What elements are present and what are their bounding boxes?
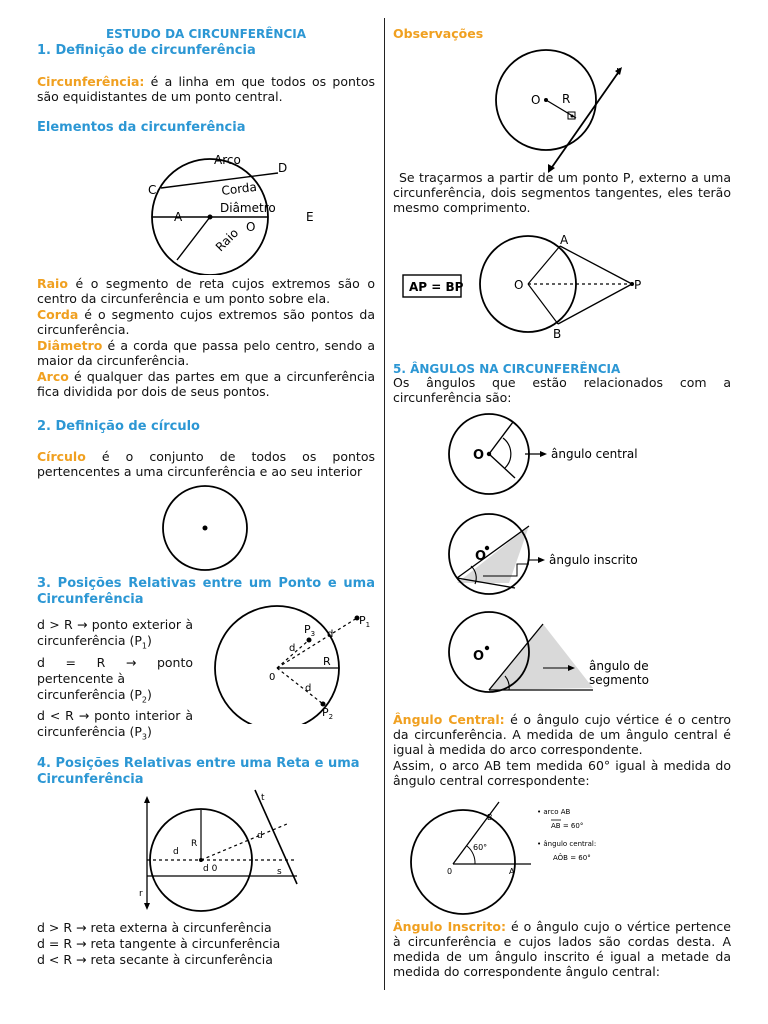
section-4-list — [37, 920, 375, 968]
svg-text:r: r — [616, 64, 621, 78]
svg-text:r: r — [139, 889, 143, 899]
svg-text:d: d — [327, 629, 334, 640]
line-positions-figure — [137, 788, 317, 913]
right-column — [393, 0, 731, 1024]
svg-text:P3: $P_3$ — [304, 623, 316, 638]
elements-figure — [122, 145, 332, 275]
s3-item-1: d > R → ponto exterior à circunferência $(P_1)$ — [37, 617, 193, 651]
label-angulo-inscrito: ângulo inscrito — [549, 553, 638, 567]
diametro-definition: Diâmetro é a corda que passa pelo centro, sendo a maior da circunferência. — [37, 338, 375, 368]
raio-definition: Raio é o segmento de reta cujos extremos são o centro da circunferência e um ponto sobre ela. — [37, 276, 375, 306]
corda-definition: Corda é o segmento cujos extremos são pontos da circunferência. — [37, 307, 375, 337]
observacoes-title: Observações — [393, 26, 484, 41]
svg-text:s: s — [277, 867, 282, 877]
label-e: E — [306, 210, 314, 224]
circunferencia-definition: Circunferência: é a linha em que todos os pontos são equidistantes de um ponto central. — [37, 74, 375, 104]
svg-text:A: A — [509, 867, 515, 876]
point-positions-figure — [205, 604, 385, 724]
label-angulo-segmento-1: ângulo de — [589, 659, 649, 673]
section-2-title: 2. Definição de círculo — [37, 419, 200, 434]
circulo-figure — [155, 485, 255, 575]
svg-text:O: O — [514, 278, 524, 292]
svg-text:R: R — [323, 655, 331, 668]
svg-text:• ângulo central:: • ângulo central: — [537, 840, 597, 848]
observacao-text: Se traçarmos a partir de um ponto P, externo a uma circunferência, dois segmentos tangentes, eles terão mesmo comprimento. — [393, 170, 731, 215]
svg-text:P: P — [634, 278, 642, 292]
s4-item-3: d < R → reta secante à circunferência — [37, 952, 273, 967]
svg-text:d: d — [305, 683, 312, 694]
svg-text:d: d — [257, 831, 263, 841]
section-5-title: 5. ÂNGULOS NA CIRCUNFERÊNCIA — [393, 362, 621, 376]
svg-text:B: B — [553, 327, 562, 341]
svg-text:O: O — [475, 549, 487, 564]
svg-text:d 0: d 0 — [203, 864, 218, 874]
svg-text:O: O — [473, 649, 485, 664]
svg-text:R: R — [562, 92, 571, 106]
label-angulo-segmento-2: segmento — [589, 673, 649, 687]
s3-item-3: d < R → ponto interior à circunferência $(P_3)$ — [37, 708, 193, 742]
svg-text:P2: $P_2$ — [322, 706, 334, 721]
svg-text:A: A — [560, 233, 569, 247]
label-angulo-central: ângulo central — [551, 447, 638, 461]
label-c: C — [148, 183, 157, 197]
svg-text:t: t — [261, 793, 265, 803]
section-3-list — [37, 617, 193, 746]
s3-item-2: d = R → ponto pertencente à circunferência $(P_2)$ — [37, 654, 193, 704]
s4-item-1: d > R → reta externa à circunferência — [37, 920, 272, 935]
elements-title: Elementos da circunferência — [37, 120, 246, 135]
label-raio: Raio — [212, 225, 242, 255]
section-3-title: 3. Posições Relativas entre um Ponto e uma Circunferência — [37, 576, 375, 607]
label-arco: Arco — [214, 153, 241, 167]
svg-text:d: d — [173, 847, 179, 857]
section-5-intro: Os ângulos que estão relacionados com a circunferência são: — [393, 375, 731, 405]
angulo-central-definition: Ângulo Central: é o ângulo cujo vértice é o centro da circunferência. A medida de um ângulo central é igual à medida do arco correspondente. — [393, 712, 731, 757]
circulo-definition: Círculo é o conjunto de todos os pontos pertencentes a uma circunferência e ao seu interior — [37, 449, 375, 479]
angulo-inscrito-definition: Ângulo Inscrito: é o ângulo cujo o vértice pertence à circunferência e cujos lados são cordas desta. A medida de um ângulo inscrito é igual a metade da medida do correspondente ângulo central: — [393, 919, 731, 979]
arco-definition: Arco é qualquer das partes em que a circunferência fica dividida por dois de seus pontos. — [37, 369, 376, 399]
section-4-title: 4. Posições Relativas entre uma Reta e uma Circunferência — [37, 756, 360, 787]
central-angle-example-figure — [403, 794, 633, 916]
svg-text:B: B — [487, 813, 493, 822]
svg-text:d: d — [289, 643, 296, 654]
tangent-figure — [488, 40, 638, 175]
label-o: O — [246, 220, 256, 234]
label-d: D — [278, 161, 288, 175]
svg-text:R: R — [191, 839, 198, 849]
svg-text:AÔB = 60°: AÔB = 60° — [553, 854, 591, 862]
section-1-title: 1. Definição de circunferência — [37, 43, 256, 58]
svg-text:60°: 60° — [473, 843, 488, 852]
s4-item-2: d = R → reta tangente à circunferência — [37, 936, 281, 951]
label-a: A — [174, 210, 183, 224]
svg-text:AB = 60°: AB = 60° — [551, 822, 584, 830]
angle-types-figure — [443, 408, 713, 698]
main-title: ESTUDO DA CIRCUNFERÊNCIA — [105, 27, 307, 41]
svg-text:P1: $P_1$ — [359, 614, 371, 629]
svg-text:O: O — [473, 448, 485, 463]
label-corda: Corda — [220, 179, 258, 198]
column-divider — [384, 18, 385, 990]
svg-text:• arco AB: • arco AB — [537, 808, 571, 816]
label-diametro: Diâmetro — [220, 201, 276, 215]
tangent-segments-figure — [398, 232, 658, 342]
svg-text:0: 0 — [269, 672, 276, 683]
svg-text:AP = BP: AP = BP — [409, 280, 464, 294]
svg-text:0: 0 — [447, 867, 453, 876]
svg-text:O: O — [531, 93, 541, 107]
left-column — [37, 0, 375, 1024]
angulo-central-extra: Assim, o arco AB tem medida 60° igual à medida do ângulo central correspondente: — [393, 758, 731, 788]
